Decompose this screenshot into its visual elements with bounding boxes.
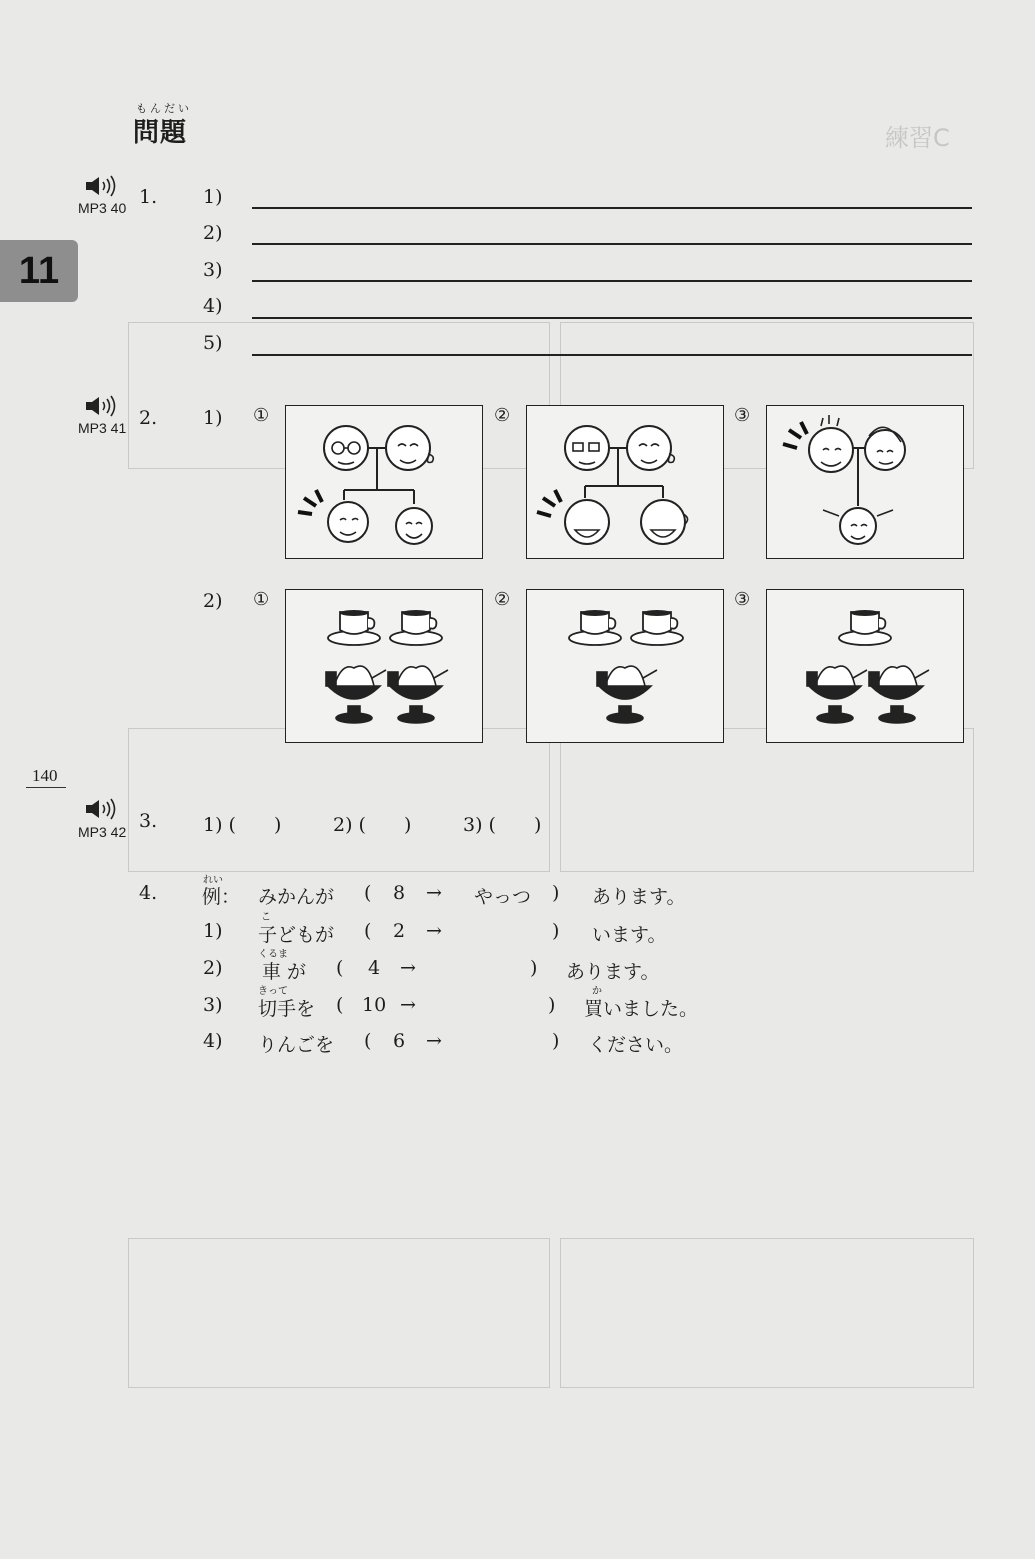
ruby-text: くるま xyxy=(258,949,288,960)
example-noun: みかんが xyxy=(258,886,335,908)
chapter-tab: 11 xyxy=(0,240,78,302)
close-paren: ) xyxy=(552,1030,560,1052)
section-title-ruby: もんだい xyxy=(136,102,192,115)
open-paren: ( xyxy=(364,920,372,942)
item-verb: ください。 xyxy=(588,1034,684,1056)
audio-track-label: MP3 41 xyxy=(78,420,127,436)
sub-item-label: 4) xyxy=(203,295,223,317)
sub-item-label: 2) xyxy=(203,590,223,612)
section-title: 問題 xyxy=(133,118,188,148)
ruby-text: か xyxy=(592,986,602,997)
given-number: 6 xyxy=(393,1030,406,1052)
picture-option[interactable] xyxy=(285,405,483,559)
item-noun: 車 が xyxy=(262,961,307,983)
example-verb: あります。 xyxy=(592,886,686,908)
audio-track-label: MP3 42 xyxy=(78,824,127,840)
ghost-panel xyxy=(560,1238,974,1388)
audio-track-label: MP3 40 xyxy=(78,200,127,216)
one-coffee-two-ice-creams-icon xyxy=(767,590,963,742)
option-marker[interactable]: ① xyxy=(253,589,270,610)
arrow: → xyxy=(426,920,442,942)
ghost-panel xyxy=(128,728,550,872)
two-coffees-one-ice-cream-icon xyxy=(527,590,723,742)
picture-option[interactable] xyxy=(285,589,483,743)
close-paren: ) xyxy=(530,957,538,979)
ghost-panel xyxy=(128,1238,550,1388)
open-paren: ( xyxy=(336,957,344,979)
answer-line[interactable] xyxy=(252,207,972,209)
close-paren: ) xyxy=(552,920,560,942)
ghost-panel xyxy=(560,728,974,872)
open-paren: ( xyxy=(336,994,344,1016)
two-coffees-two-ice-creams-icon xyxy=(286,590,482,742)
arrow: → xyxy=(400,957,416,979)
sub-item-label: 3) xyxy=(203,994,223,1016)
option-marker[interactable]: ① xyxy=(253,405,270,426)
family-tree-grandparents-two-children-icon xyxy=(286,406,482,558)
picture-option[interactable] xyxy=(766,405,964,559)
answer-blank[interactable]: 1) ( ) xyxy=(203,814,282,836)
question-number: 1. xyxy=(139,186,158,208)
question-number: 2. xyxy=(139,407,158,429)
answer-line[interactable] xyxy=(252,354,972,356)
answer-line[interactable] xyxy=(252,243,972,245)
picture-option[interactable] xyxy=(766,589,964,743)
speaker-icon[interactable] xyxy=(84,395,122,417)
picture-option[interactable] xyxy=(526,405,724,559)
option-marker[interactable]: ② xyxy=(494,405,511,426)
item-noun: りんごを xyxy=(258,1034,335,1056)
sub-item-label: 2) xyxy=(203,957,223,979)
answer-line[interactable] xyxy=(252,317,972,319)
question-number: 3. xyxy=(139,810,158,832)
ruby-text: こ xyxy=(261,912,271,923)
ruby-text: きって xyxy=(258,986,288,997)
open-paren: ( xyxy=(364,882,372,904)
option-marker[interactable]: ③ xyxy=(734,405,751,426)
ruby-text: れい xyxy=(203,875,223,886)
family-tree-grandparents-two-children-icon xyxy=(527,406,723,558)
arrow: → xyxy=(400,994,416,1016)
example-label: 例： xyxy=(202,886,241,908)
arrow: → xyxy=(426,1030,442,1052)
question-number: 4. xyxy=(139,882,158,904)
page-number: 140 xyxy=(32,766,58,785)
speaker-icon[interactable] xyxy=(84,798,122,820)
option-marker[interactable]: ③ xyxy=(734,589,751,610)
option-marker[interactable]: ② xyxy=(494,589,511,610)
answer-blank[interactable] xyxy=(444,955,524,981)
answer-blank[interactable] xyxy=(444,992,544,1018)
sub-item-label: 5) xyxy=(203,332,223,354)
given-number: 2 xyxy=(393,920,406,942)
example-answer: やっつ xyxy=(474,886,532,908)
sub-item-label: 1) xyxy=(203,920,223,942)
ghost-heading: 練習C xyxy=(885,124,950,152)
family-tree-parents-one-child-icon xyxy=(767,406,963,558)
close-paren: ) xyxy=(548,994,556,1016)
close-paren: ) xyxy=(552,882,560,904)
page-number-rule xyxy=(26,787,66,788)
item-verb: 買いました。 xyxy=(584,998,699,1020)
answer-blank[interactable]: 3) ( ) xyxy=(463,814,542,836)
answer-blank[interactable]: 2) ( ) xyxy=(333,814,412,836)
given-number: 4 xyxy=(368,957,381,979)
sub-item-label: 2) xyxy=(203,222,223,244)
item-verb: います。 xyxy=(592,924,667,946)
sub-item-label: 3) xyxy=(203,259,223,281)
arrow: → xyxy=(426,882,442,904)
answer-blank[interactable] xyxy=(470,1028,550,1054)
sub-item-label: 1) xyxy=(203,186,223,208)
sub-item-label: 4) xyxy=(203,1030,223,1052)
picture-option[interactable] xyxy=(526,589,724,743)
open-paren: ( xyxy=(364,1030,372,1052)
item-verb: あります。 xyxy=(566,961,660,983)
speaker-icon[interactable] xyxy=(84,175,122,197)
item-noun: 子どもが xyxy=(258,924,335,946)
given-number: 8 xyxy=(393,882,406,904)
sub-item-label: 1) xyxy=(203,407,223,429)
item-noun: 切手を xyxy=(258,998,316,1020)
answer-line[interactable] xyxy=(252,280,972,282)
answer-blank[interactable] xyxy=(470,918,548,944)
given-number: 10 xyxy=(362,994,387,1016)
